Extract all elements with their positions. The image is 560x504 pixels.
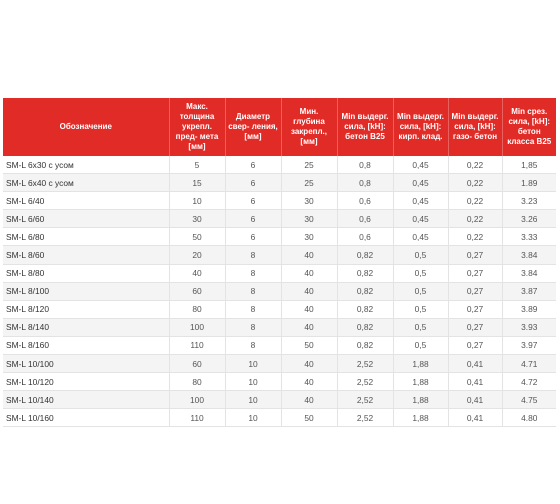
table-row — [3, 409, 556, 427]
product-name-cell: SM-L 10/140 — [3, 391, 169, 409]
table-cell: 25 — [281, 174, 337, 192]
table-cell: 50 — [281, 409, 337, 427]
table-cell: 0,8 — [337, 174, 393, 192]
table-row — [3, 246, 556, 264]
table-cell: 80 — [169, 300, 225, 318]
table-row — [3, 282, 556, 300]
table-cell: 0,27 — [448, 246, 502, 264]
table-cell: 50 — [169, 228, 225, 246]
table-cell: 0,27 — [448, 282, 502, 300]
table-cell: 40 — [281, 282, 337, 300]
table-cell: 6 — [225, 192, 281, 210]
table-cell: 0,6 — [337, 192, 393, 210]
table-cell: 50 — [281, 336, 337, 354]
table-cell: 40 — [281, 264, 337, 282]
table-cell: 2,52 — [337, 355, 393, 373]
table-row — [3, 318, 556, 336]
table-cell: 6 — [225, 228, 281, 246]
table-cell: 8 — [225, 246, 281, 264]
column-header: Макс. толщина укрепл. пред- мета [мм] — [169, 98, 225, 156]
table-cell: 10 — [225, 373, 281, 391]
product-name-cell: SM-L 8/100 — [3, 282, 169, 300]
table-cell: 0,45 — [393, 156, 448, 174]
spec-table-container — [3, 98, 556, 427]
table-cell: 100 — [169, 391, 225, 409]
table-cell: 8 — [225, 318, 281, 336]
table-cell: 1,88 — [393, 409, 448, 427]
table-cell: 2,52 — [337, 409, 393, 427]
column-header: Min срез. сила, [kH]: бетон класса В25 — [502, 98, 556, 156]
table-cell: 0,5 — [393, 318, 448, 336]
table-cell: 0,22 — [448, 174, 502, 192]
table-cell: 80 — [169, 373, 225, 391]
table-cell: 0,22 — [448, 228, 502, 246]
table-cell: 20 — [169, 246, 225, 264]
table-cell: 0,82 — [337, 318, 393, 336]
table-cell: 3.87 — [502, 282, 556, 300]
column-header: Диаметр свер- ления, [мм] — [225, 98, 281, 156]
table-cell: 110 — [169, 336, 225, 354]
table-cell: 3.93 — [502, 318, 556, 336]
table-cell: 60 — [169, 282, 225, 300]
table-cell: 3.23 — [502, 192, 556, 210]
product-name-cell: SM-L 8/140 — [3, 318, 169, 336]
product-name-cell: SM-L 8/80 — [3, 264, 169, 282]
table-cell: 0,82 — [337, 246, 393, 264]
product-name-cell: SM-L 8/60 — [3, 246, 169, 264]
table-row — [3, 336, 556, 354]
table-cell: 8 — [225, 264, 281, 282]
table-cell: 4.80 — [502, 409, 556, 427]
table-cell: 3.97 — [502, 336, 556, 354]
table-cell: 8 — [225, 300, 281, 318]
table-cell: 30 — [169, 210, 225, 228]
table-cell: 6 — [225, 210, 281, 228]
column-header: Min выдерг. сила, [kH]: кирп. клад. — [393, 98, 448, 156]
table-cell: 10 — [169, 192, 225, 210]
table-cell: 40 — [281, 300, 337, 318]
table-body — [3, 156, 556, 427]
table-cell: 1.89 — [502, 174, 556, 192]
table-row — [3, 300, 556, 318]
table-cell: 0,5 — [393, 336, 448, 354]
table-cell: 30 — [281, 210, 337, 228]
table-cell: 0,45 — [393, 210, 448, 228]
table-cell: 10 — [225, 355, 281, 373]
table-cell: 0,41 — [448, 409, 502, 427]
table-row — [3, 156, 556, 174]
table-cell: 0,41 — [448, 355, 502, 373]
table-cell: 0,5 — [393, 300, 448, 318]
table-cell: 3.84 — [502, 264, 556, 282]
table-cell: 0,27 — [448, 300, 502, 318]
table-cell: 0,27 — [448, 264, 502, 282]
product-name-cell: SM-L 6x40 с усом — [3, 174, 169, 192]
table-cell: 110 — [169, 409, 225, 427]
column-header: Обозначение — [3, 98, 169, 156]
table-cell: 100 — [169, 318, 225, 336]
table-cell: 0,5 — [393, 264, 448, 282]
table-cell: 1,85 — [502, 156, 556, 174]
table-row — [3, 210, 556, 228]
table-cell: 0,6 — [337, 228, 393, 246]
header-row — [3, 98, 556, 156]
table-cell: 40 — [281, 373, 337, 391]
table-cell: 40 — [281, 355, 337, 373]
product-name-cell: SM-L 6/40 — [3, 192, 169, 210]
table-cell: 40 — [281, 318, 337, 336]
table-cell: 2,52 — [337, 391, 393, 409]
table-cell: 15 — [169, 174, 225, 192]
table-cell: 10 — [225, 391, 281, 409]
table-cell: 0,22 — [448, 210, 502, 228]
table-cell: 40 — [281, 246, 337, 264]
table-cell: 40 — [281, 391, 337, 409]
table-cell: 0,41 — [448, 373, 502, 391]
table-cell: 0,27 — [448, 336, 502, 354]
column-header: Min выдерг. сила, [kH]: бетон В25 — [337, 98, 393, 156]
table-cell: 3.26 — [502, 210, 556, 228]
table-cell: 30 — [281, 228, 337, 246]
table-cell: 8 — [225, 336, 281, 354]
table-cell: 25 — [281, 156, 337, 174]
product-name-cell: SM-L 8/120 — [3, 300, 169, 318]
table-cell: 0,45 — [393, 192, 448, 210]
product-name-cell: SM-L 6/80 — [3, 228, 169, 246]
table-header — [3, 98, 556, 156]
table-cell: 1,88 — [393, 373, 448, 391]
table-cell: 3.84 — [502, 246, 556, 264]
table-cell: 3.33 — [502, 228, 556, 246]
table-cell: 1,88 — [393, 391, 448, 409]
column-header: Min выдерг. сила, [kH]: газо- бетон — [448, 98, 502, 156]
product-name-cell: SM-L 6/60 — [3, 210, 169, 228]
table-cell: 0,22 — [448, 192, 502, 210]
table-row — [3, 264, 556, 282]
column-header: Мин. глубина закрепл., [мм] — [281, 98, 337, 156]
table-row — [3, 192, 556, 210]
table-cell: 6 — [225, 156, 281, 174]
table-cell: 40 — [169, 264, 225, 282]
table-cell: 0,82 — [337, 300, 393, 318]
table-cell: 60 — [169, 355, 225, 373]
table-cell: 4.72 — [502, 373, 556, 391]
table-row — [3, 174, 556, 192]
table-cell: 0,45 — [393, 228, 448, 246]
table-cell: 0,82 — [337, 264, 393, 282]
table-cell: 0,22 — [448, 156, 502, 174]
table-cell: 0,6 — [337, 210, 393, 228]
table-cell: 1,88 — [393, 355, 448, 373]
product-name-cell: SM-L 8/160 — [3, 336, 169, 354]
table-cell: 5 — [169, 156, 225, 174]
table-cell: 0,45 — [393, 174, 448, 192]
table-cell: 0,82 — [337, 282, 393, 300]
table-cell: 10 — [225, 409, 281, 427]
product-name-cell: SM-L 10/160 — [3, 409, 169, 427]
product-name-cell: SM-L 10/120 — [3, 373, 169, 391]
product-name-cell: SM-L 10/100 — [3, 355, 169, 373]
table-cell: 30 — [281, 192, 337, 210]
spec-table — [3, 98, 556, 427]
table-cell: 0,82 — [337, 336, 393, 354]
table-cell: 2,52 — [337, 373, 393, 391]
table-row — [3, 373, 556, 391]
table-cell: 3.89 — [502, 300, 556, 318]
table-cell: 6 — [225, 174, 281, 192]
table-cell: 0,5 — [393, 246, 448, 264]
table-cell: 4.71 — [502, 355, 556, 373]
table-cell: 0,41 — [448, 391, 502, 409]
table-cell: 0,5 — [393, 282, 448, 300]
table-cell: 0,27 — [448, 318, 502, 336]
table-row — [3, 228, 556, 246]
table-cell: 8 — [225, 282, 281, 300]
table-row — [3, 391, 556, 409]
product-name-cell: SM-L 6x30 с усом — [3, 156, 169, 174]
table-cell: 0,8 — [337, 156, 393, 174]
table-cell: 4.75 — [502, 391, 556, 409]
table-row — [3, 355, 556, 373]
